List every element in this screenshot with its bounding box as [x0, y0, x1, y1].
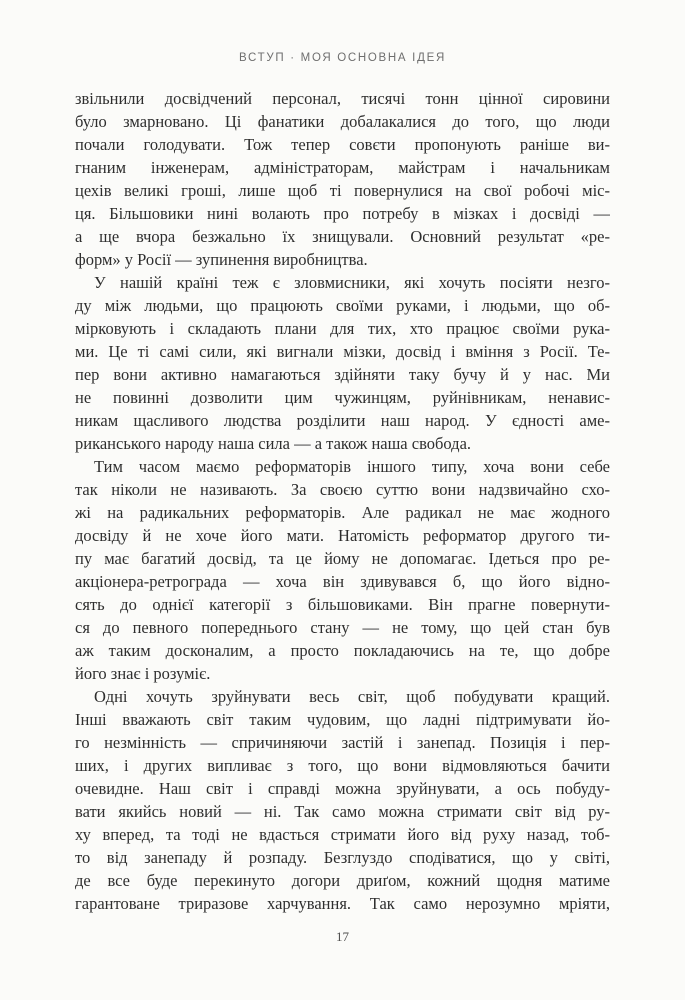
text-line: ху вперед, та тоді не вдасться стримати його від руху назад, тоб- [75, 825, 610, 844]
text-line: ших, і других випливає з того, що вони відмовляються бачити [75, 756, 610, 775]
text-line: досвіду й не хоче його мати. Натомість реформатор другого ти- [75, 526, 610, 545]
paragraph [75, 455, 610, 685]
text-line: пер вони активно намагаються здійняти таку бучу й у нас. Ми [75, 365, 610, 384]
paragraph [75, 685, 610, 915]
text-line: було змарновано. Ці фанатики добалакалися до того, що люди [75, 112, 610, 131]
text-line: то від занепаду й розпаду. Безглуздо сподіватися, що у світі, [75, 848, 610, 867]
text-line: гнаним інженерам, адміністраторам, майстрам і начальникам [75, 158, 610, 177]
text-line: ця. Більшовики нині волають про потребу в мізках і досвіді — [75, 204, 610, 223]
text-line: Інші вважають світ таким чудовим, що ладні підтримувати йо- [75, 710, 610, 729]
page-number: 17 [336, 929, 349, 944]
text-line: Тим часом маємо реформаторів іншого типу, хоча вони себе [94, 457, 610, 476]
text-line: ся до певного попереднього стану — не тому, що цей стан був [75, 618, 610, 637]
paragraph [75, 87, 610, 271]
text-line: почали голодувати. Тож тепер совєти пропонують раніше ви- [75, 135, 610, 154]
text-line: жі на радикальних реформаторів. Але радикал не має жодного [75, 503, 610, 522]
text-line: цехів великі гроші, лише щоб ті повернулися на свої робочі міс- [75, 181, 610, 200]
text-line: ду між людьми, що працюють своїми руками, і людьми, що об- [75, 296, 610, 315]
text-line: форм» у Росії — зупинення виробництва. [75, 250, 368, 269]
text-line: акціонера-ретрограда — хоча він здивувався б, що його відно- [75, 572, 610, 591]
text-line: а ще вчора безжально їх знищували. Основний результат «ре- [75, 227, 610, 246]
text-line: сять до однієї категорії з більшовиками. Він прагне повернути- [75, 595, 610, 614]
text-line: так ніколи не називають. За своєю суттю вони надзвичайно схо- [75, 480, 610, 499]
text-line: Одні хочуть зруйнувати весь світ, щоб побудувати кращий. [94, 687, 610, 706]
text-line: де все буде перекинуто догори дриґом, кожний щодня матиме [75, 871, 610, 890]
running-head: ВСТУП · МОЯ ОСНОВНА ІДЕЯ [239, 52, 446, 64]
text-line: вати якийсь новий — ні. Так само можна стримати світ від ру- [75, 802, 610, 821]
text-line: його знає і розуміє. [75, 664, 211, 683]
text-line: очевидне. Наш світ і справді можна зруйнувати, а ось побуду- [75, 779, 610, 798]
text-line: У нашій країні теж є зловмисники, які хочуть посіяти незго- [94, 273, 610, 292]
paragraph [75, 271, 610, 455]
text-line: мірковують і складають плани для тих, хто працює своїми рука- [75, 319, 610, 338]
text-line: звільнили досвідчений персонал, тисячі тонн цінної сировини [75, 89, 610, 108]
body-text [75, 87, 610, 915]
text-line: никам щасливого людства розділити наш народ. У єдності аме- [75, 411, 610, 430]
text-line: риканського народу наша сила — а також наша свобода. [75, 434, 472, 453]
text-line: ми. Це ті самі сили, які вигнали мізки, досвід і вміння з Росії. Те- [75, 342, 610, 361]
text-line: го незмінність — спричиняючи застій і занепад. Позиція і пер- [75, 733, 610, 752]
text-line: аж таким досконалим, а просто покладаючись на те, що добре [75, 641, 610, 660]
text-line: не повинні дозволити цим чужинцям, руйнівникам, ненавис- [75, 388, 610, 407]
text-line: гарантоване триразове харчування. Так само нерозумно мріяти, [75, 894, 610, 913]
text-line: пу має багатий досвід, та це йому не допомагає. Ідеться про ре- [75, 549, 610, 568]
